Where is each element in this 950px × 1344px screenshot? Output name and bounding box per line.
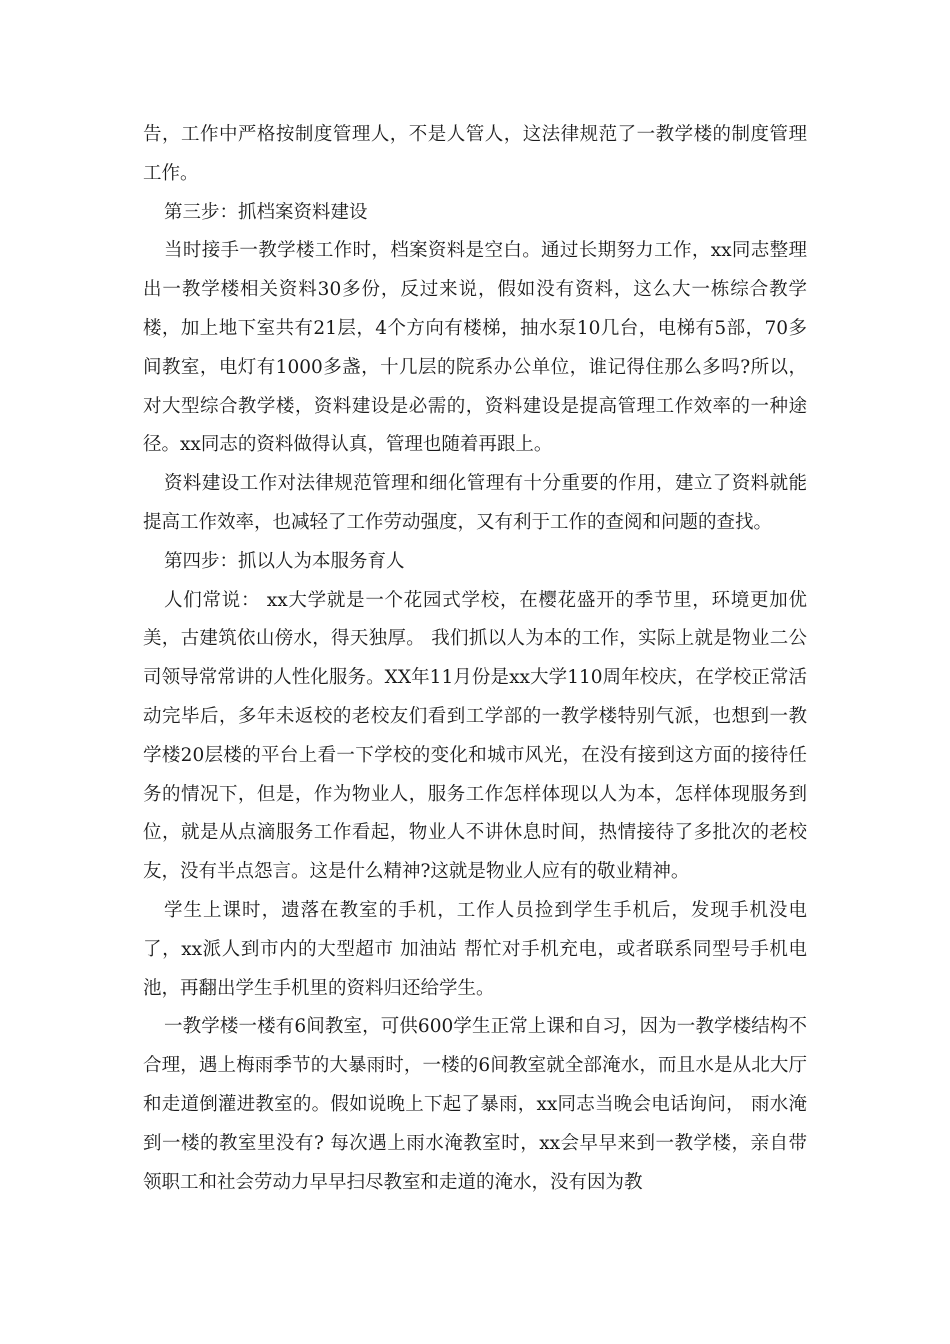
- paragraph-archive-building: 当时接手一教学楼工作时，档案资料是空白。通过长期努力工作，xx同志整理出一教学楼相关资料30多份，反过来说，假如没有资料，这么大一栋综合教学楼，加上地下室共有21层，4个方向有楼梯，抽水泵10几台，电梯有5部，70多间教室，电灯有1000多盏，十几层的院系办公单位，谁记得住那么多吗?所以，对大型综合教学楼，资料建设是必需的，资料建设是提高管理工作效率的一种途径。xx同志的资料做得认真，管理也随着再跟上。: [143, 240, 807, 456]
- paragraph-archive-importance: 资料建设工作对法律规范管理和细化管理有十分重要的作用，建立了资料就能提高工作效率，也减轻了工作劳动强度，又有利于工作的查阅和问题的查找。: [143, 473, 807, 533]
- paragraph-continuation: 告，工作中严格按制度管理人，不是人管人，这法律规范了一教学楼的制度管理工作。: [143, 124, 807, 184]
- paragraph-people-oriented-service: 人们常说： xx大学就是一个花园式学校，在樱花盛开的季节里，环境更加优美，古建筑依山傍水，得天独厚。 我们抓以人为本的工作，实际上就是物业二公司领导常常讲的人性化服务。XX年11月份是xx大学110周年校庆，在学校正常活动完毕后，多年未返校的老校友们看到工学部的一教学楼特别气派，也想到一教学楼20层楼的平台上看一下学校的变化和城市风光，在没有接到这方面的接待任务的情况下，但是，作为物业人，服务工作怎样体现以人为本，怎样体现服务到位，就是从点滴服务工作看起，物业人不讲休息时间，热情接待了多批次的老校友，没有半点怨言。这是什么精神?这就是物业人应有的敬业精神。: [143, 589, 807, 883]
- document-body: [143, 116, 807, 1202]
- section-heading-step-three: 第三步：抓档案资料建设: [164, 201, 368, 223]
- paragraph-flooding: 一教学楼一楼有6间教室，可供600学生正常上课和自习，因为一教学楼结构不合理，遇上梅雨季节的大暴雨时，一楼的6间教室就全部淹水，而且水是从北大厅和走道倒灌进教室的。假如说晚上下起了暴雨，xx同志当晚会电话询问， 雨水淹到一楼的教室里没有? 每次遇上雨水淹教室时，xx会早早来到一教学楼，亲自带领职工和社会劳动力早早扫尽教室和走道的淹水，没有因为教: [143, 1016, 807, 1193]
- section-heading-step-four: 第四步：抓以人为本服务育人: [164, 550, 405, 572]
- paragraph-lost-phone: 学生上课时，遗落在教室的手机，工作人员捡到学生手机后，发现手机没电了，xx派人到市内的大型超市 加油站 帮忙对手机充电，或者联系同型号手机电池，再翻出学生手机里的资料归还给学生。: [143, 899, 807, 999]
